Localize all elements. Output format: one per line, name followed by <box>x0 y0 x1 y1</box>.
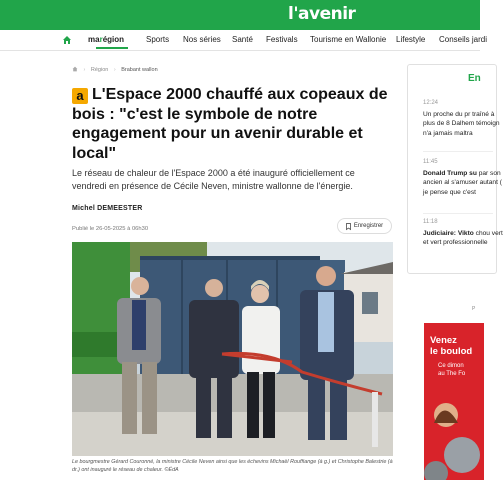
news-item[interactable] <box>423 99 503 138</box>
ad-subtext: Ce dimon au The Fo <box>438 363 466 377</box>
nav-item-sports[interactable]: Sports <box>146 35 170 44</box>
ad-label: P <box>472 306 476 312</box>
save-label: Enregistrer <box>353 223 384 229</box>
nav-item-lifestyle[interactable]: Lifestyle <box>396 35 426 44</box>
news-text: Un proche du pr traîné à plus de 8 Dalhem témoign n'a jamais maltra <box>423 110 500 137</box>
bookmark-icon <box>346 223 351 230</box>
breadcrumb-brabant-wallon[interactable]: Brabant wallon <box>121 67 158 73</box>
article-author[interactable]: Michel DEMEESTER <box>72 205 143 212</box>
home-icon[interactable] <box>72 66 78 72</box>
news-item[interactable] <box>423 158 503 197</box>
news-text: Donald Trump su par son ancien al s'amuser autant ( je pense que c'est <box>423 169 502 196</box>
home-icon[interactable] <box>62 35 72 45</box>
sidebar-title: En <box>468 73 481 84</box>
photo-caption: Le bourgmestre Gérard Couronné, la ministre Cécile Neven ainsi que les échevins Michaël Rouffiange (à g.) et Christophe Balestrie (à dr.) ont inauguré le réseau de chaleur. ©ÉdA <box>72 459 393 473</box>
news-item[interactable] <box>423 218 503 248</box>
premium-badge: a <box>72 88 88 104</box>
site-logo[interactable]: l'avenir <box>288 4 356 24</box>
live-news-sidebar <box>407 64 503 274</box>
news-text: Judiciaire: Vikto chou vert et vert professionnelle <box>423 229 503 246</box>
news-separator <box>423 213 493 214</box>
news-time: 11:18 <box>423 219 438 225</box>
active-nav-indicator <box>96 47 128 49</box>
publication-date: Publié le 26-05-2025 à 06h30 <box>72 226 149 232</box>
breadcrumb: › Région › Brabant wallon <box>72 66 158 73</box>
news-separator <box>423 151 493 152</box>
nav-item-maregion[interactable]: marégion <box>88 35 125 44</box>
nav-item-sante[interactable]: Santé <box>232 35 253 44</box>
advertisement[interactable] <box>424 323 484 480</box>
article-lead: Le réseau de chaleur de l'Espace 2000 a été inauguré officiellement ce vendredi en présence de Cécile Neven, ministre wallonne de l'énergie. <box>72 168 355 191</box>
nav-item-festivals[interactable]: Festivals <box>266 35 298 44</box>
article-photo[interactable] <box>72 242 393 456</box>
save-button[interactable] <box>337 218 392 234</box>
nav-item-conseils[interactable]: Conseils jardi <box>439 35 488 44</box>
nav-item-series[interactable]: Nos séries <box>183 35 221 44</box>
site-header <box>0 0 480 30</box>
breadcrumb-region[interactable]: Région <box>90 67 109 73</box>
nav-item-tourisme[interactable]: Tourisme en Wallonie <box>310 35 387 44</box>
news-time: 11:45 <box>423 159 438 165</box>
article-title: a L'Espace 2000 chauffé aux copeaux de bois : "c'est le symbole de notre engagement pour un avenir durable et local" <box>72 86 388 162</box>
ad-headline: Venez le boulod <box>430 335 473 357</box>
main-nav <box>0 30 488 51</box>
inauguration-photo-illustration <box>72 242 393 456</box>
news-time: 12:24 <box>423 100 439 106</box>
ad-illustration <box>424 323 484 480</box>
